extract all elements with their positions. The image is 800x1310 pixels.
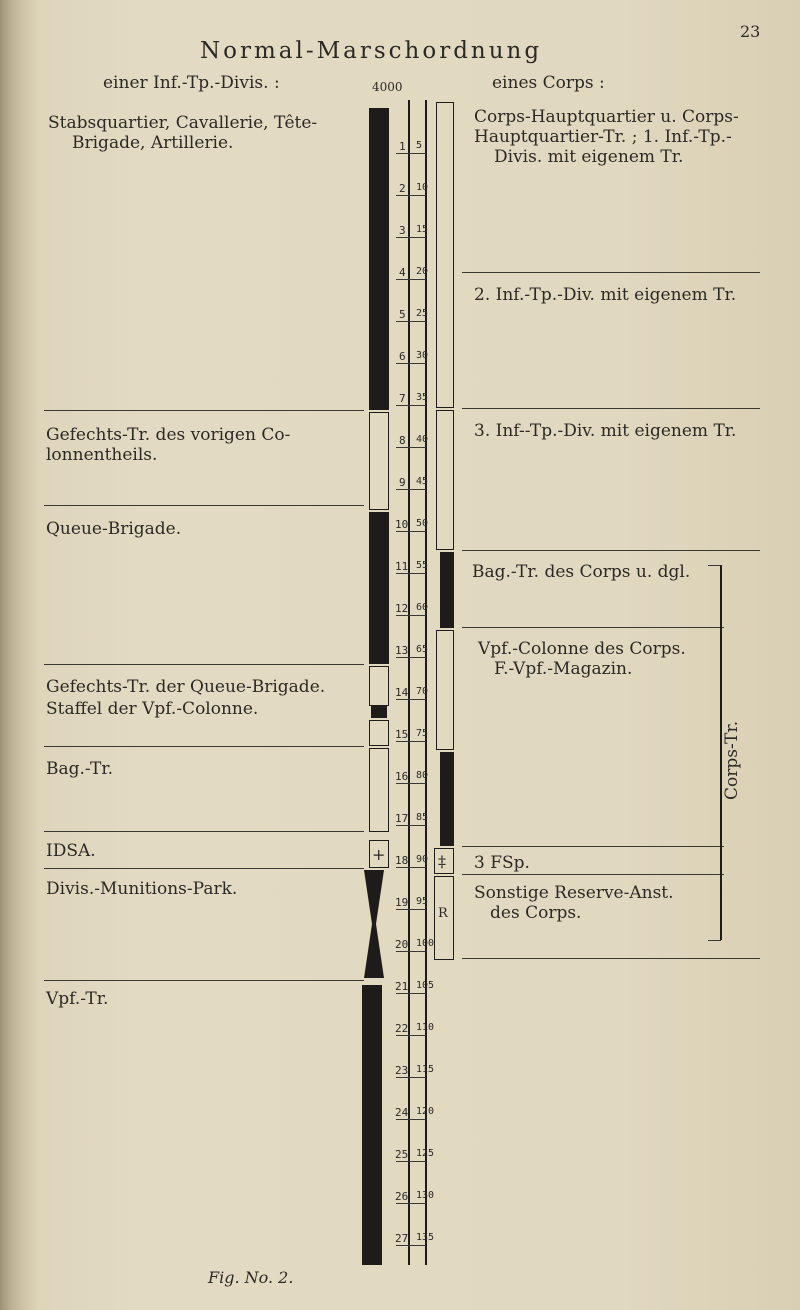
scale-tick [396,405,426,406]
scale-tick [396,489,426,490]
scale-right-mark: 95 [416,896,429,907]
right-label-corps-hq-3: Divis. mit eigenem Tr. [494,147,684,167]
scale-left-mark: 21 [395,980,409,993]
scale-left-mark: 9 [399,476,406,489]
book-spine [0,0,22,1310]
scale-tick [396,867,426,868]
scale-left-mark: 5 [399,308,406,321]
scale-tick [396,699,426,700]
corps-block-magazin [440,752,454,846]
right-rule [462,272,760,273]
scale-tick [396,657,426,658]
scale-right-mark: 65 [416,644,429,655]
right-label-sonstige-1: Sonstige Reserve-Anst. [474,883,674,903]
scale-right-mark: 110 [416,1022,435,1033]
header-right: eines Corps : [492,73,605,93]
scale-tick [396,237,426,238]
right-label-bag-corps: Bag.-Tr. des Corps u. dgl. [472,562,691,582]
left-rule [44,505,364,506]
scale-left-mark: 18 [395,854,409,867]
corps-tr-label: Corps-Tr. [722,720,742,800]
scale-left-mark: 11 [395,560,409,573]
scale-right-mark: 135 [416,1232,435,1243]
top-small-marks: 4000 [372,80,403,94]
scale-tick [396,1119,426,1120]
scale-right-mark: 10 [416,182,429,193]
scale-left-mark: 19 [395,896,409,909]
scale-right-mark: 70 [416,686,429,697]
scale-right-mark: 35 [416,392,429,403]
scale-right-mark: 30 [416,350,429,361]
scale-right-mark: 60 [416,602,429,613]
scale-left-mark: 6 [399,350,406,363]
left-label-vpf: Vpf.-Tr. [46,989,109,1009]
scale-left-mark: 3 [399,224,406,237]
page-number: 23 [740,22,761,41]
scale-tick [396,951,426,952]
left-label-staffel: Staffel der Vpf.-Colonne. [46,699,259,719]
column-block-staffel [371,706,387,718]
right-label-div2: 2. Inf.-Tp.-Div. mit eigenem Tr. [474,285,737,305]
scale-right-mark: 5 [416,140,423,151]
corps-tr-bracket-top [708,565,721,566]
left-label-stab-2: Brigade, Artillerie. [72,133,234,153]
right-rule [462,550,760,551]
left-label-gefechts-1: Gefechts-Tr. des vorigen Co- [46,425,291,445]
scale-left-mark: 14 [395,686,409,699]
left-label-bag: Bag.-Tr. [46,759,114,779]
page-title: Normal-Marschordnung [200,38,543,64]
right-label-corps-hq-1: Corps-Hauptquartier u. Corps- [474,107,739,127]
scale-tick [396,531,426,532]
right-rule [462,408,760,409]
scale-tick [396,1245,426,1246]
double-cross-icon: ‡ [438,852,446,871]
scale-right-mark: 130 [416,1190,435,1201]
scale-right-mark: 55 [416,560,429,571]
scale-left-mark: 20 [395,938,409,951]
scale-right-mark: 20 [416,266,429,277]
scale-tick [396,363,426,364]
right-label-corps-hq-2: Hauptquartier-Tr. ; 1. Inf.-Tp.- [474,127,732,147]
scale-right-mark: 80 [416,770,429,781]
left-label-idsa: IDSA. [46,841,96,861]
left-rule [44,664,364,665]
column-box-bag [369,748,389,832]
scale-tick [396,1203,426,1204]
scale-tick [396,153,426,154]
corps-tr-bracket-bottom [708,940,721,941]
scale-left-mark: 13 [395,644,409,657]
scale-left-mark: 26 [395,1190,409,1203]
scale-left-mark: 24 [395,1106,409,1119]
figure-caption: Fig. No. 2. [208,1268,294,1287]
left-label-stab-1: Stabsquartier, Cavallerie, Tête- [48,113,318,133]
column-block-vpf [362,985,382,1265]
scale-tick [396,909,426,910]
column-box-gefechts-queue [369,666,389,706]
scale-tick [396,195,426,196]
corps-block-bag [440,552,454,628]
corps-box-div3 [436,410,454,550]
scale-tick [396,783,426,784]
right-rule [462,627,724,628]
scale-right-mark: 120 [416,1106,435,1117]
scale-left-mark: 27 [395,1232,409,1245]
scale-tick [396,1161,426,1162]
right-label-vpf-magazin: F.-Vpf.-Magazin. [494,659,633,679]
corps-box-vpf-colonne [436,630,454,750]
scale-right-mark: 100 [416,938,435,949]
left-label-munitions-park: Divis.-Munitions-Park. [46,879,238,899]
scale-left-mark: 12 [395,602,409,615]
left-label-gefechts-queue: Gefechts-Tr. der Queue-Brigade. [46,677,326,697]
scale-tick [396,447,426,448]
cross-icon: + [372,845,386,864]
scale-left-mark: 17 [395,812,409,825]
scale-tick [396,279,426,280]
scale-left-mark: 8 [399,434,406,447]
scale-right-mark: 85 [416,812,429,823]
scale-left-mark: 25 [395,1148,409,1161]
scale-right-mark: 75 [416,728,429,739]
left-rule [44,868,364,869]
right-rule [462,846,724,847]
scale-right-mark: 15 [416,224,429,235]
column-box-staffel [369,720,389,746]
scale-left-mark: 10 [395,518,409,531]
scale-left-mark: 22 [395,1022,409,1035]
scale-tick [396,615,426,616]
scale-right-mark: 125 [416,1148,435,1159]
column-box-gefechts [369,412,389,510]
scale-left-mark: 2 [399,182,406,195]
scale-tick [396,573,426,574]
column-block-queue [369,512,389,664]
left-rule [44,980,364,981]
scale-right-mark: 105 [416,980,435,991]
right-label-vpf-colonne: Vpf.-Colonne des Corps. [478,639,686,659]
scale-right-mark: 50 [416,518,429,529]
scale-left-mark: 4 [399,266,406,279]
right-label-div3: 3. Inf--Tp.-Div. mit eigenem Tr. [474,421,737,441]
scale-tick [396,321,426,322]
corps-box-div1 [436,102,454,408]
left-rule [44,831,364,832]
scale-line-left [408,100,410,1265]
column-block-stab [369,108,389,410]
scale-right-mark: 115 [416,1064,435,1075]
scale-left-mark: 7 [399,392,406,405]
scale-right-mark: 90 [416,854,429,865]
reserve-r-icon: R [438,906,448,921]
scale-tick [396,1035,426,1036]
scale-left-mark: 16 [395,770,409,783]
header-left: einer Inf.-Tp.-Divis. : [103,73,280,93]
scale-right-mark: 45 [416,476,429,487]
left-label-gefechts-2: lonnentheils. [46,445,158,465]
left-label-queue-brigade: Queue-Brigade. [46,519,182,539]
right-label-sonstige-2: des Corps. [490,903,582,923]
left-rule [44,410,364,411]
scale-tick [396,825,426,826]
left-rule [44,746,364,747]
right-label-fsp: 3 FSp. [474,853,530,873]
scale-tick [396,993,426,994]
scale-right-mark: 25 [416,308,429,319]
right-rule [462,874,724,875]
scale-tick [396,741,426,742]
right-rule [462,958,760,959]
scale-right-mark: 40 [416,434,429,445]
scale-left-mark: 15 [395,728,409,741]
scale-tick [396,1077,426,1078]
scale-left-mark: 23 [395,1064,409,1077]
scale-left-mark: 1 [399,140,406,153]
